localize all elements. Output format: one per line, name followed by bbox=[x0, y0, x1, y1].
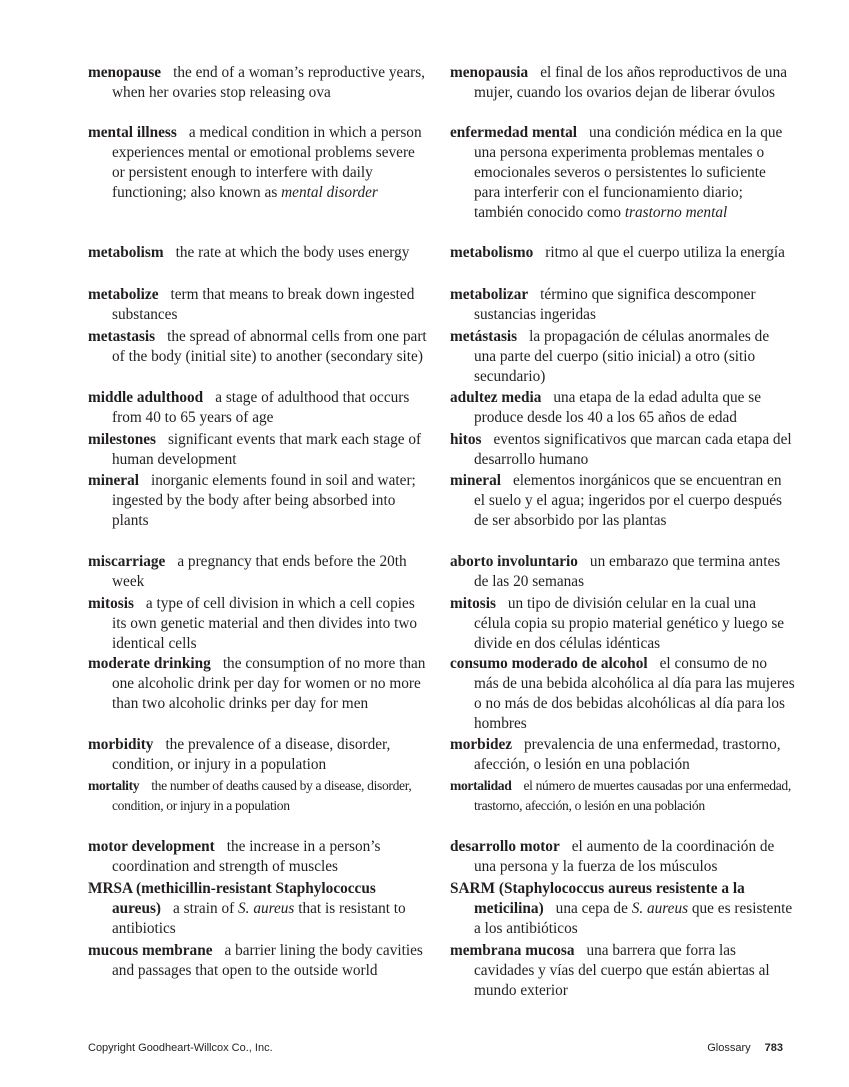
glossary-definition: elementos inorgánicos que se encuentran en el suelo y el agua; ingeridos por el cuerpo después de ser absorbido por las plantas bbox=[474, 472, 782, 529]
glossary-definition: the end of a woman’s reproductive years, when her ovaries stop releasing ova bbox=[112, 64, 425, 101]
glossary-entry bbox=[88, 941, 428, 981]
glossary-definition: el final de los años reproductivos de una mujer, cuando los ovarios dejan de liberar óvulos bbox=[474, 64, 788, 101]
glossary-definition: a barrier lining the body cavities and passages that open to the outside world bbox=[112, 942, 423, 979]
glossary-entry bbox=[88, 654, 428, 714]
glossary-entry bbox=[450, 327, 795, 387]
glossary-entry bbox=[450, 776, 795, 816]
glossary-term: adultez media bbox=[450, 389, 542, 406]
glossary-term: metabolizar bbox=[450, 286, 529, 303]
glossary-entry bbox=[450, 285, 795, 325]
glossary-term: metabolismo bbox=[450, 244, 534, 261]
glossary-term: middle adulthood bbox=[88, 389, 204, 406]
glossary-entry bbox=[450, 837, 795, 877]
glossary-entry bbox=[88, 327, 428, 367]
glossary-entry bbox=[450, 941, 795, 1001]
glossary-term: SARM (Staphylococcus aureus resistente a la meticilina) bbox=[450, 880, 745, 917]
glossary-term: aborto involuntario bbox=[450, 553, 578, 570]
glossary-definition: that is resistant to antibiotics bbox=[112, 900, 406, 937]
glossary-entry bbox=[450, 123, 795, 223]
glossary-definition: prevalencia de una enfermedad, trastorno, afección, o lesión en una población bbox=[474, 736, 781, 773]
glossary-term: mineral bbox=[450, 472, 501, 489]
glossary-term: milestones bbox=[88, 431, 156, 448]
section-label: Glossary bbox=[707, 1042, 751, 1054]
glossary-term: hitos bbox=[450, 431, 482, 448]
glossary-term: mitosis bbox=[88, 595, 134, 612]
glossary-term: mortalidad bbox=[450, 778, 512, 793]
glossary-definition: ritmo al que el cuerpo utiliza la energía bbox=[545, 244, 785, 261]
glossary-entry bbox=[450, 654, 795, 734]
glossary-definition: term that means to break down ingested substances bbox=[112, 286, 415, 323]
glossary-entry bbox=[88, 63, 428, 103]
glossary-definition: eventos significativos que marcan cada etapa del desarrollo humano bbox=[474, 431, 792, 468]
glossary-term: mucous membrane bbox=[88, 942, 213, 959]
glossary-entry bbox=[88, 594, 428, 654]
glossary-definition: una barrera que forra las cavidades y vías del cuerpo que están abiertas al mundo exterior bbox=[474, 942, 770, 999]
glossary-definition: término que significa descomponer sustancias ingeridas bbox=[474, 286, 756, 323]
glossary-definition: a type of cell division in which a cell copies its own genetic material and then divides into two identical cells bbox=[112, 595, 418, 652]
glossary-term: desarrollo motor bbox=[450, 838, 560, 855]
glossary-entry bbox=[88, 735, 428, 775]
glossary-definition: the prevalence of a disease, disorder, condition, or injury in a population bbox=[112, 736, 391, 773]
glossary-definition: un tipo de división celular en la cual una célula copia su propio material genético y luego se divide en dos células idénticas bbox=[474, 595, 785, 652]
glossary-entry bbox=[450, 594, 795, 654]
glossary-entry bbox=[88, 879, 428, 939]
glossary-term: menopause bbox=[88, 64, 162, 81]
glossary-definition: un embarazo que termina antes de las 20 semanas bbox=[474, 553, 781, 590]
glossary-entry bbox=[450, 552, 795, 592]
glossary-term: metastasis bbox=[88, 328, 156, 345]
glossary-definition-italic: mental disorder bbox=[281, 184, 378, 201]
glossary-entry bbox=[450, 388, 795, 428]
glossary-term: enfermedad mental bbox=[450, 124, 578, 141]
glossary-definition: a medical condition in which a person experiences mental or emotional problems severe or persistent enough to interfere with daily functioning; also known as bbox=[112, 124, 422, 201]
glossary-term: mental illness bbox=[88, 124, 177, 141]
glossary-definition: the spread of abnormal cells from one part of the body (initial site) to another (secondary site) bbox=[112, 328, 427, 365]
glossary-term: mineral bbox=[88, 472, 139, 489]
glossary-term: MRSA (methicillin-resistant Staphylococcus aureus) bbox=[88, 880, 376, 917]
glossary-entry bbox=[450, 63, 795, 103]
glossary-definition: una condición médica en la que una persona experimenta problemas mentales o emocionales severos o persistentes lo suficiente para interferir con el funcionamiento diario; también conocido como bbox=[474, 124, 783, 221]
glossary-term: mortality bbox=[88, 778, 140, 793]
glossary-term: morbidez bbox=[450, 736, 513, 753]
glossary-term: mitosis bbox=[450, 595, 496, 612]
glossary-definition: significant events that mark each stage of human development bbox=[112, 431, 422, 468]
glossary-definition: the increase in a person’s coordination and strength of muscles bbox=[112, 838, 381, 875]
glossary-entry bbox=[450, 471, 795, 531]
glossary-definition-italic: S. aureus bbox=[238, 900, 295, 917]
glossary-term: metástasis bbox=[450, 328, 518, 345]
glossary-term: membrana mucosa bbox=[450, 942, 575, 959]
glossary-definition-italic: S. aureus bbox=[631, 900, 689, 917]
glossary-term: miscarriage bbox=[88, 553, 166, 570]
glossary-entry bbox=[88, 552, 428, 592]
glossary-definition: inorganic elements found in soil and water; ingested by the body after being absorbed into plants bbox=[112, 472, 416, 529]
glossary-entry bbox=[88, 123, 428, 203]
glossary-entry bbox=[450, 430, 795, 470]
glossary-entry bbox=[450, 735, 795, 775]
glossary-definition: the consumption of no more than one alcoholic drink per day for women or no more than two alcoholic drinks per day for men bbox=[112, 655, 426, 712]
glossary-definition: que es resistente a los antibióticos bbox=[474, 900, 793, 937]
glossary-entry bbox=[88, 285, 428, 325]
glossary-term: morbidity bbox=[88, 736, 154, 753]
glossary-entry bbox=[88, 776, 428, 816]
page-footer bbox=[707, 1042, 783, 1054]
glossary-entry bbox=[88, 837, 428, 877]
glossary-entry bbox=[88, 243, 428, 263]
page-number: 783 bbox=[764, 1042, 783, 1054]
glossary-term: metabolize bbox=[88, 286, 159, 303]
glossary-definition: una cepa de bbox=[555, 900, 632, 917]
glossary-entry bbox=[88, 388, 428, 428]
glossary-definition: la propagación de células anormales de una parte del cuerpo (sitio inicial) a otro (sitio secundario) bbox=[474, 328, 770, 385]
glossary-definition-italic: trastorno mental bbox=[624, 204, 728, 221]
glossary-definition: the rate at which the body uses energy bbox=[175, 244, 410, 261]
glossary-definition: el aumento de la coordinación de una persona y la fuerza de los músculos bbox=[474, 838, 775, 875]
glossary-term: moderate drinking bbox=[88, 655, 211, 672]
glossary-definition: el número de muertes causadas por una enfermedad, trastorno, afección, o lesión en una población bbox=[474, 778, 791, 813]
glossary-term: motor development bbox=[88, 838, 215, 855]
copyright-notice: Copyright Goodheart-Willcox Co., Inc. bbox=[88, 1042, 273, 1054]
glossary-term: menopausia bbox=[450, 64, 529, 81]
glossary-definition: a pregnancy that ends before the 20th week bbox=[112, 553, 407, 590]
glossary-definition: el consumo de no más de una bebida alcohólica al día para las mujeres o no más de dos bebidas alcohólicas al día para los hombres bbox=[474, 655, 795, 732]
glossary-entry bbox=[450, 879, 795, 939]
glossary-term: metabolism bbox=[88, 244, 164, 261]
glossary-definition: a strain of bbox=[173, 900, 239, 917]
glossary-term: consumo moderado de alcohol bbox=[450, 655, 648, 672]
glossary-entry bbox=[450, 243, 795, 263]
glossary-definition: a stage of adulthood that occurs from 40 to 65 years of age bbox=[112, 389, 410, 426]
glossary-entry bbox=[88, 430, 428, 470]
glossary-definition: the number of deaths caused by a disease, disorder, condition, or injury in a population bbox=[112, 778, 412, 813]
glossary-entry bbox=[88, 471, 428, 531]
glossary-definition: una etapa de la edad adulta que se produce desde los 40 a los 65 años de edad bbox=[474, 389, 762, 426]
